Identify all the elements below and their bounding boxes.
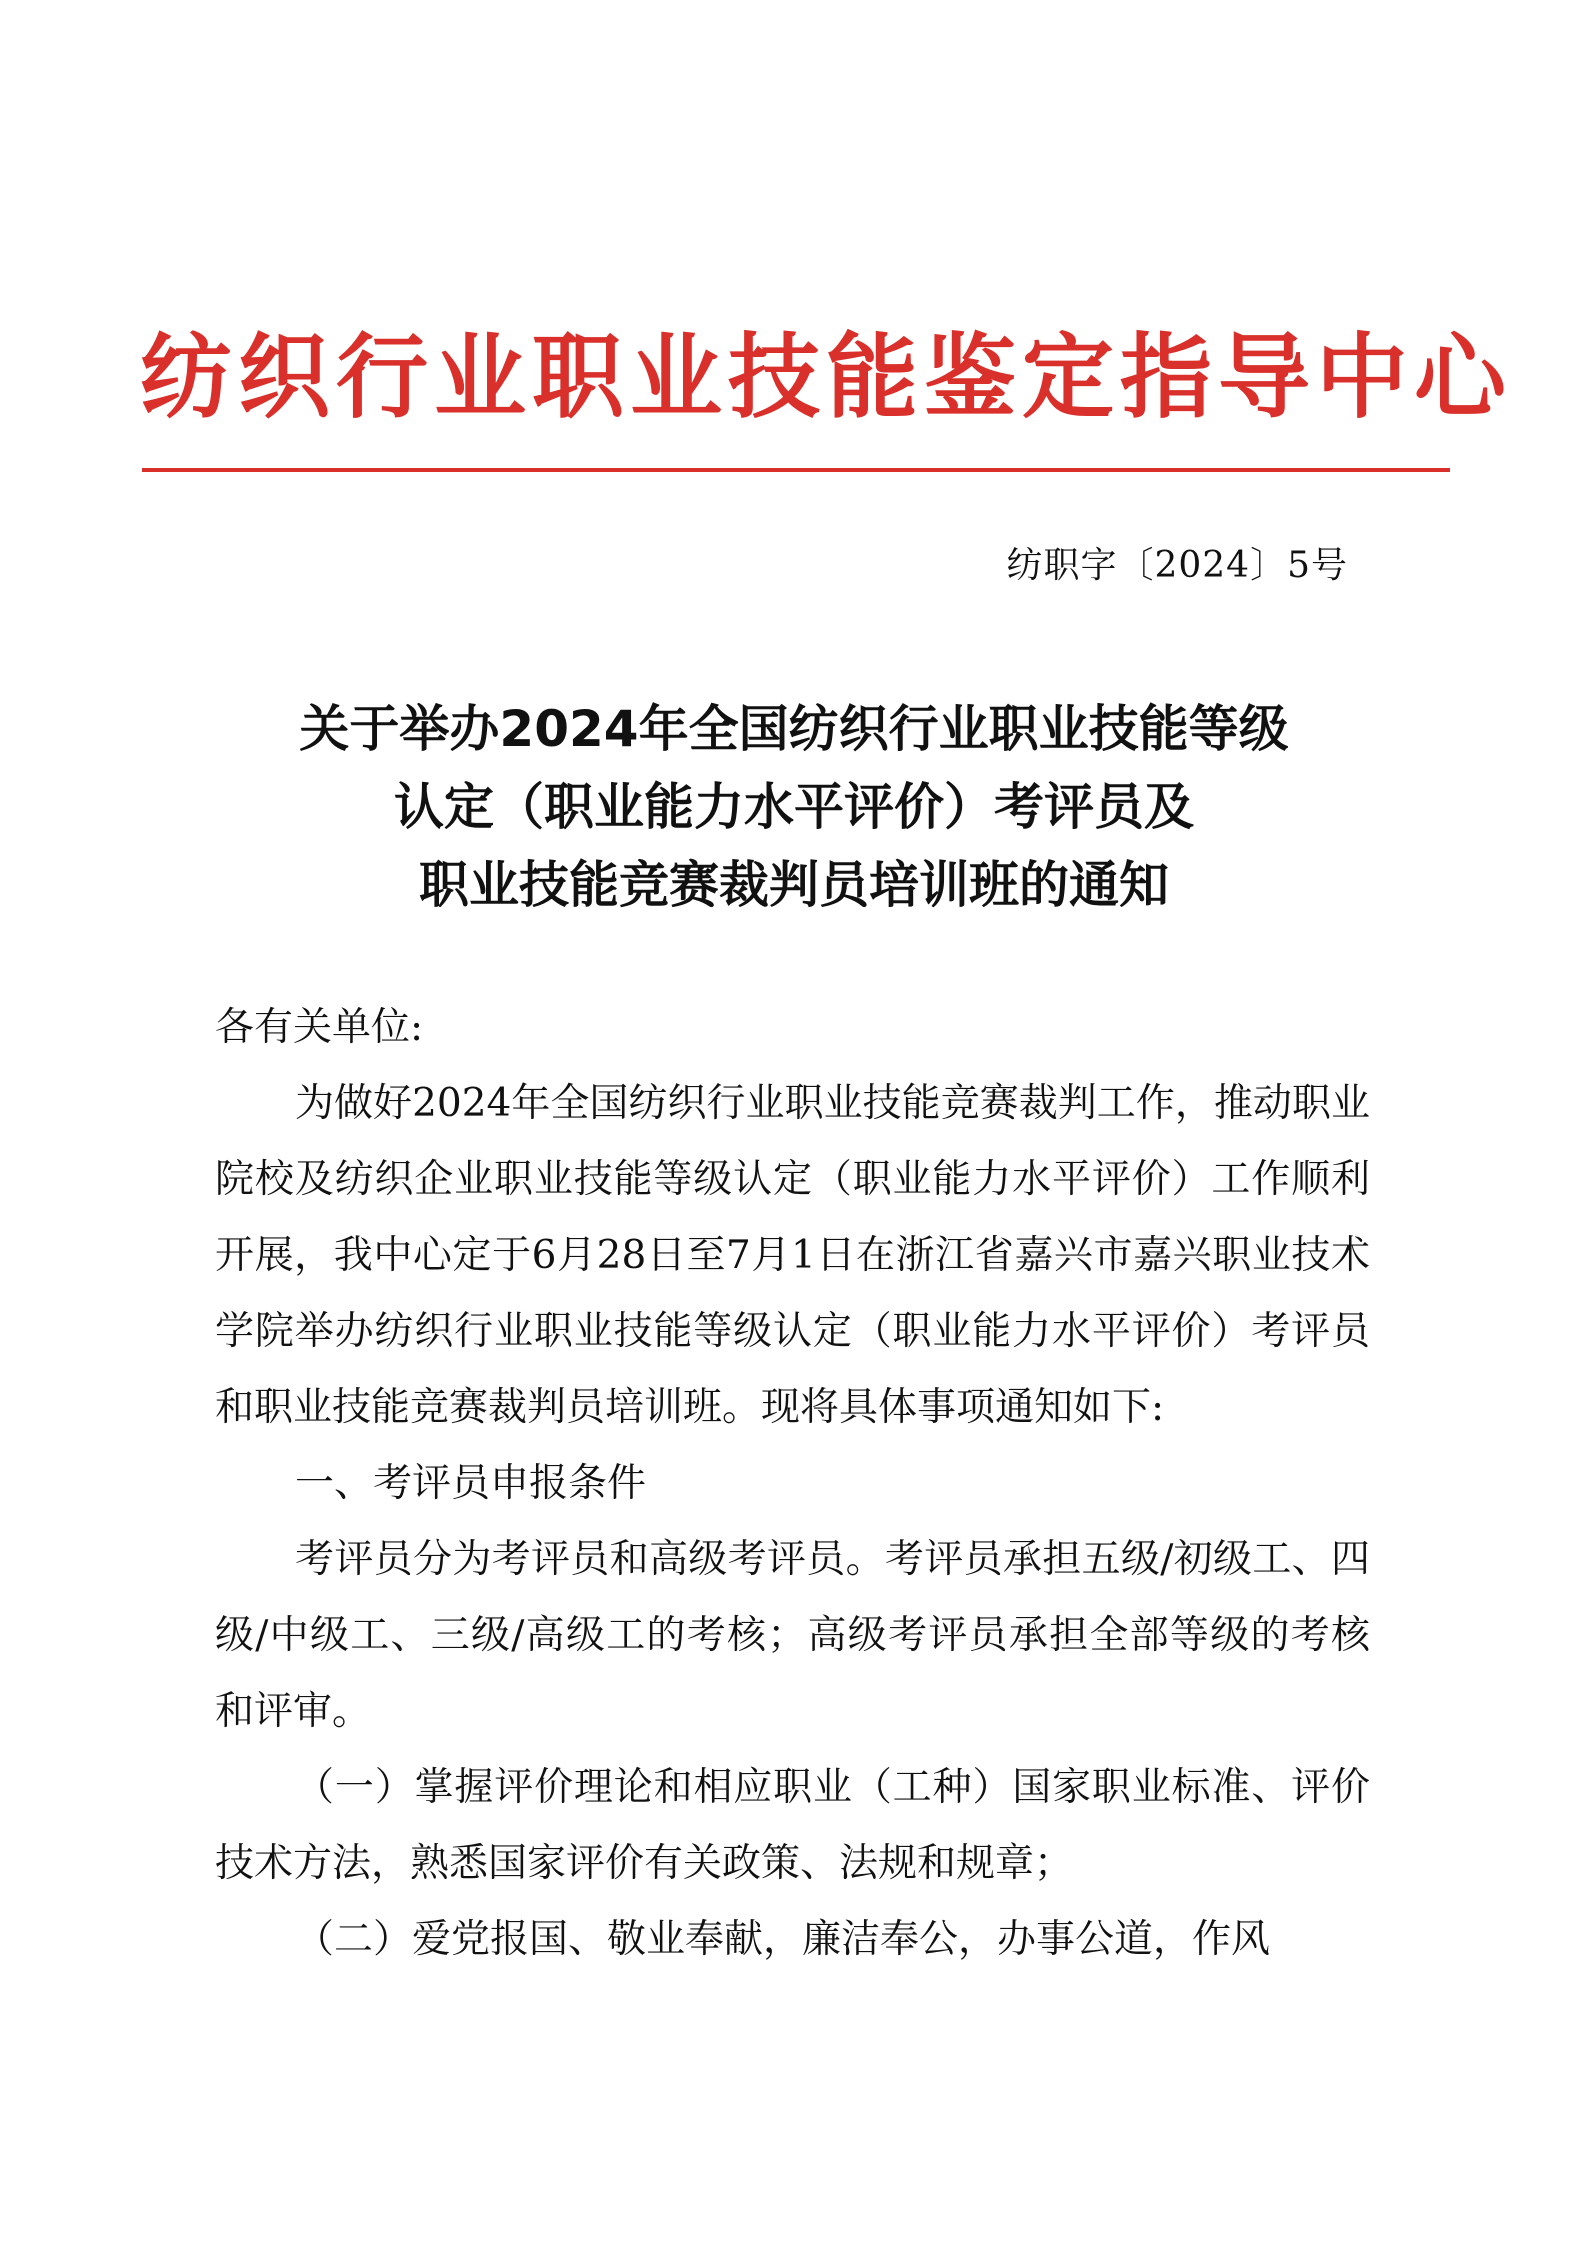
document-title: [140, 690, 1448, 924]
salutation: 各有关单位:: [215, 1005, 424, 1050]
section-1-paragraph: 考评员分为考评员和高级考评员。考评员承担五级/初级工、四级/中级工、三级/高级工的考核；高级考评员承担全部等级的考核和评审。: [215, 1537, 1370, 1734]
title-line-1: 关于举办2024年全国纺织行业职业技能等级: [299, 700, 1289, 758]
condition-item-1: （一）掌握评价理论和相应职业（工种）国家职业标准、评价技术方法，熟悉国家评价有关政策、法规和规章；: [215, 1765, 1370, 1886]
intro-paragraph: 为做好2024年全国纺织行业职业技能竞赛裁判工作，推动职业院校及纺织企业职业技能等级认定（职业能力水平评价）工作顺利开展，我中心定于6月28日至7月1日在浙江省嘉兴市嘉兴职业技术学院举办纺织行业职业技能等级认定（职业能力水平评价）考评员和职业技能竞赛裁判员培训班。现将具体事项通知如下:: [215, 1081, 1370, 1430]
title-line-3: 职业技能竞赛裁判员培训班的通知: [419, 856, 1169, 914]
document-number: 纺职字〔2024〕5号: [1006, 545, 1348, 586]
document-body: [215, 990, 1370, 1978]
title-line-2: 认定（职业能力水平评价）考评员及: [394, 778, 1194, 836]
section-heading-1: 一、考评员申报条件: [295, 1461, 647, 1506]
condition-item-2: （二）爱党报国、敬业奉献，廉洁奉公，办事公道，作风: [295, 1917, 1271, 1962]
issuing-organization-header: 纺织行业职业技能鉴定指导中心: [140, 324, 1513, 431]
red-header-rule: [142, 468, 1450, 472]
